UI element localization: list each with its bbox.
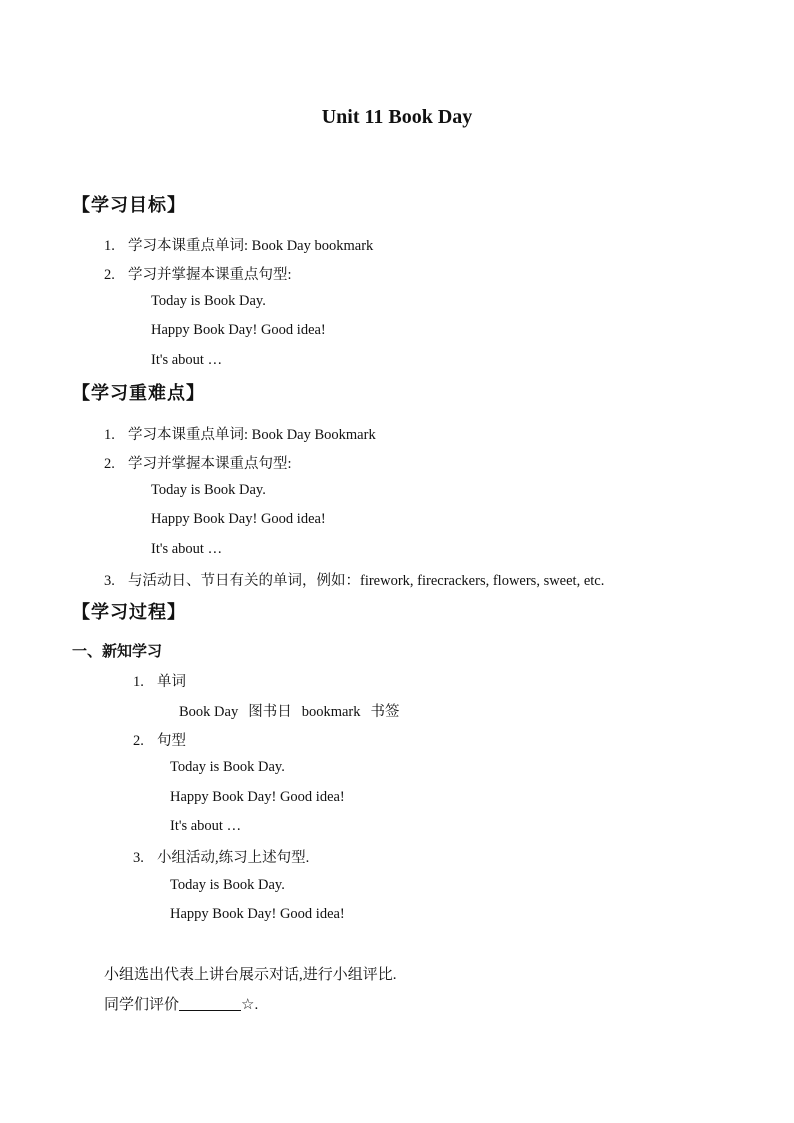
- goal-item-1: [104, 234, 373, 255]
- example-sentence: Today is Book Day.: [151, 293, 266, 309]
- example-sentence: Today is Book Day.: [151, 482, 266, 498]
- list-text: 学习本课重点单词: Book Day bookmark: [128, 238, 374, 254]
- example-sentence: It's about …: [170, 818, 242, 834]
- process-step-1: [133, 670, 186, 691]
- keypoint-item-3: [104, 569, 604, 590]
- example-sentence: Today is Book Day.: [170, 877, 285, 893]
- list-text: 与活动日、节日有关的单词，例如：firework, firecrackers, flowers, sweet, etc.: [128, 573, 605, 589]
- vocab-word: Book Day: [179, 704, 239, 720]
- example-sentence: Happy Book Day! Good idea!: [170, 789, 345, 805]
- rating-label: 同学们评价: [104, 997, 180, 1013]
- section-heading-process: 【学习过程】: [72, 602, 186, 622]
- example-sentence: It's about …: [151, 541, 223, 557]
- list-number: 2.: [104, 456, 115, 472]
- list-number: 3.: [104, 573, 115, 589]
- list-text: 学习并掌握本课重点句型:: [128, 456, 292, 472]
- list-number: 1.: [104, 238, 115, 254]
- section-heading-goals: 【学习目标】: [72, 195, 186, 215]
- list-number: 1.: [133, 674, 144, 690]
- list-number: 3.: [133, 850, 144, 866]
- list-number: 2.: [104, 267, 115, 283]
- list-text: 单词: [157, 674, 186, 690]
- subsection-heading: 一、新知学习: [72, 644, 163, 660]
- rating-star: ☆.: [241, 997, 259, 1013]
- list-text: 句型: [157, 733, 186, 749]
- example-sentence: Happy Book Day! Good idea!: [151, 322, 326, 338]
- closing-instruction: 小组选出代表上讲台展示对话,进行小组评比.: [104, 967, 397, 983]
- list-number: 1.: [104, 427, 115, 443]
- list-number: 2.: [133, 733, 144, 749]
- keypoint-item-2: [104, 452, 292, 473]
- page-title: Unit 11 Book Day: [321, 106, 473, 128]
- list-text: 学习并掌握本课重点句型:: [128, 267, 292, 283]
- vocab-meaning: 书签: [370, 704, 400, 720]
- example-sentence: Happy Book Day! Good idea!: [151, 511, 326, 527]
- process-step-3: [133, 846, 309, 867]
- vocab-line: [179, 700, 400, 721]
- example-sentence: It's about …: [151, 352, 223, 368]
- list-text: 学习本课重点单词: Book Day Bookmark: [128, 427, 376, 443]
- rating-line: [104, 993, 258, 1014]
- vocab-meaning: 图书日: [248, 704, 292, 720]
- vocab-word: bookmark: [301, 704, 361, 720]
- keypoint-item-1: [104, 423, 376, 444]
- section-heading-keypoints: 【学习重难点】: [72, 383, 205, 403]
- goal-item-2: [104, 263, 292, 284]
- example-sentence: Happy Book Day! Good idea!: [170, 906, 345, 922]
- rating-blank[interactable]: [179, 996, 241, 1011]
- process-step-2: [133, 729, 186, 750]
- list-text: 小组活动,练习上述句型.: [157, 850, 310, 866]
- example-sentence: Today is Book Day.: [170, 759, 285, 775]
